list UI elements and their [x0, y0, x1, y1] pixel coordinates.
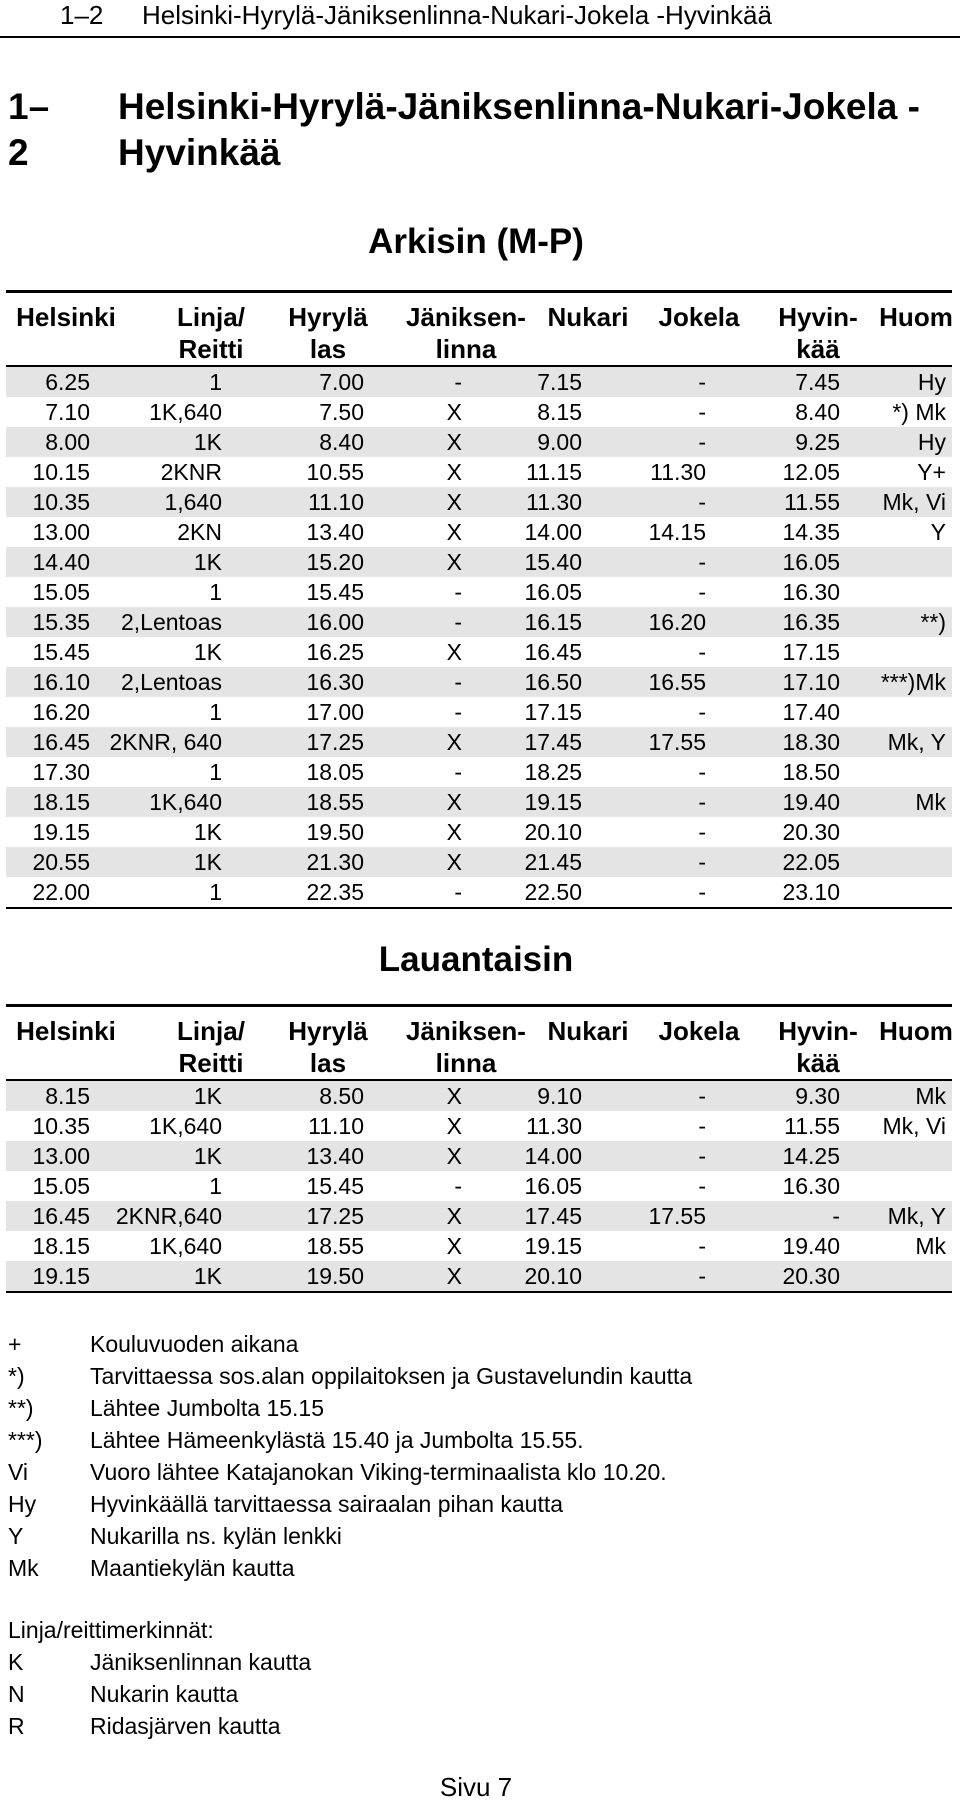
legend-symbol: Y — [8, 1523, 24, 1549]
cell-linja: 1K — [193, 1083, 222, 1109]
cell-helsinki: 16.10 — [32, 669, 90, 695]
cell-janiksenlinna: X — [446, 1143, 462, 1169]
cell-jokela: - — [698, 489, 706, 515]
cell-hyvinkaa: 17.10 — [782, 669, 840, 695]
cell-janiksenlinna: X — [446, 819, 462, 845]
cell-linja: 1K — [193, 429, 222, 455]
cell-nukari: 8.15 — [537, 399, 582, 425]
legend-item — [8, 1360, 908, 1392]
cell-janiksenlinna: X — [446, 1203, 462, 1229]
table-row — [6, 727, 952, 757]
cell-hyryla: 18.05 — [306, 759, 364, 785]
route-number: 1–2 — [8, 86, 50, 173]
table-row — [6, 1081, 952, 1111]
cell-janiksenlinna: - — [454, 609, 462, 635]
cell-helsinki: 10.35 — [32, 1113, 90, 1139]
cell-hyvinkaa: 12.05 — [782, 459, 840, 485]
cell-helsinki: 19.15 — [32, 819, 90, 845]
column-header-huom: Huom — [879, 1016, 953, 1046]
cell-janiksenlinna: X — [446, 429, 462, 455]
cell-hyryla: 15.20 — [306, 549, 364, 575]
cell-hyryla: 11.10 — [308, 489, 364, 515]
cell-janiksenlinna: X — [446, 549, 462, 575]
table-row — [6, 787, 952, 817]
linja-notes — [8, 1646, 908, 1742]
cell-hyvinkaa: 18.50 — [782, 759, 840, 785]
table-row — [6, 457, 952, 487]
cell-huom: Mk, Y — [887, 1203, 946, 1229]
cell-hyryla: 17.00 — [306, 699, 364, 725]
column-header-jokela: Jokela — [658, 1016, 740, 1046]
weekday-timetable — [6, 290, 952, 909]
cell-hyvinkaa: 22.05 — [782, 849, 840, 875]
cell-huom: Mk, Vi — [882, 1113, 946, 1139]
cell-hyryla: 21.30 — [306, 849, 364, 875]
cell-linja: 2,Lentoas — [120, 609, 222, 635]
legend-item — [8, 1520, 908, 1552]
table-row — [6, 547, 952, 577]
legend-text: Lähtee Hämeenkylästä 15.40 ja Jumbolta 15.55. — [90, 1427, 584, 1453]
cell-jokela: - — [698, 789, 706, 815]
cell-linja: 1K — [193, 1263, 222, 1289]
column-header-janiksenlinna: Jäniksen- linna — [406, 302, 526, 364]
column-header-linja: Linja/ Reitti — [177, 1016, 245, 1078]
cell-hyvinkaa: 19.40 — [782, 789, 840, 815]
cell-huom: *) Mk — [892, 399, 946, 425]
cell-hyvinkaa: 7.45 — [795, 369, 840, 395]
table-row — [6, 1201, 952, 1231]
cell-jokela: - — [698, 759, 706, 785]
cell-helsinki: 22.00 — [32, 879, 90, 905]
cell-jokela: - — [698, 429, 706, 455]
legend — [8, 1328, 908, 1742]
cell-linja: 1K,640 — [149, 789, 222, 815]
cell-linja: 1K — [193, 549, 222, 575]
cell-hyvinkaa: 16.30 — [782, 579, 840, 605]
cell-hyryla: 17.25 — [306, 1203, 364, 1229]
cell-hyryla: 7.00 — [319, 369, 364, 395]
legend-text: Nukarin kautta — [90, 1681, 239, 1707]
cell-nukari: 16.05 — [524, 1173, 582, 1199]
cell-hyvinkaa: 20.30 — [782, 819, 840, 845]
cell-nukari: 14.00 — [524, 519, 582, 545]
cell-janiksenlinna: X — [446, 459, 462, 485]
cell-hyryla: 8.50 — [319, 1083, 364, 1109]
cell-janiksenlinna: - — [454, 699, 462, 725]
cell-hyryla: 13.40 — [306, 1143, 364, 1169]
legend-text: Jäniksenlinnan kautta — [90, 1649, 312, 1675]
legend-symbol: **) — [8, 1395, 34, 1421]
cell-helsinki: 10.35 — [32, 489, 90, 515]
cell-hyryla: 7.50 — [319, 399, 364, 425]
legend-text: Tarvittaessa sos.alan oppilaitoksen ja Gustavelundin kautta — [90, 1363, 693, 1389]
cell-nukari: 22.50 — [524, 879, 582, 905]
cell-linja: 2KN — [177, 519, 222, 545]
cell-linja: 1 — [209, 1173, 222, 1199]
cell-hyvinkaa: 17.15 — [782, 639, 840, 665]
cell-helsinki: 16.45 — [32, 729, 90, 755]
column-header-hyvinkaa: Hyvin- kää — [778, 302, 858, 364]
cell-huom: Y+ — [917, 459, 946, 485]
table-row — [6, 367, 952, 397]
cell-jokela: - — [698, 369, 706, 395]
legend-item — [8, 1488, 908, 1520]
saturday-timetable — [6, 1004, 952, 1293]
cell-helsinki: 15.35 — [32, 609, 90, 635]
column-header-helsinki: Helsinki — [16, 1016, 116, 1046]
column-header-helsinki: Helsinki — [16, 302, 116, 332]
cell-janiksenlinna: X — [446, 519, 462, 545]
cell-janiksenlinna: - — [454, 1173, 462, 1199]
legend-text: Nukarilla ns. kylän lenkki — [90, 1523, 342, 1549]
cell-hyvinkaa: 23.10 — [782, 879, 840, 905]
cell-linja: 1 — [209, 699, 222, 725]
page-number: Sivu 7 — [439, 1772, 513, 1802]
cell-jokela: - — [698, 639, 706, 665]
legend-symbol: Mk — [8, 1555, 39, 1581]
cell-hyryla: 15.45 — [306, 1173, 364, 1199]
cell-helsinki: 7.10 — [45, 399, 90, 425]
column-header-jokela: Jokela — [658, 302, 740, 332]
legend-item — [8, 1392, 908, 1424]
cell-huom: Mk, Y — [887, 729, 946, 755]
weekday-heading: Arkisin (M-P) — [368, 222, 584, 261]
cell-helsinki: 18.15 — [32, 1233, 90, 1259]
table-row — [6, 757, 952, 787]
cell-huom: ***)Mk — [880, 669, 946, 695]
cell-janiksenlinna: X — [446, 849, 462, 875]
cell-helsinki: 13.00 — [32, 519, 90, 545]
weekday-table-body — [6, 367, 952, 907]
cell-linja: 1,640 — [164, 489, 222, 515]
cell-linja: 1 — [209, 579, 222, 605]
legend-symbol: K — [8, 1649, 24, 1675]
cell-nukari: 17.15 — [524, 699, 582, 725]
cell-hyvinkaa: 9.25 — [795, 429, 840, 455]
cell-jokela: - — [698, 699, 706, 725]
table-row — [6, 817, 952, 847]
cell-janiksenlinna: X — [446, 789, 462, 815]
cell-huom: Hy — [917, 429, 946, 455]
cell-jokela: - — [698, 1083, 706, 1109]
cell-huom: Mk — [915, 1233, 946, 1259]
cell-janiksenlinna: - — [454, 579, 462, 605]
cell-helsinki: 16.20 — [32, 699, 90, 725]
cell-linja: 1K,640 — [149, 399, 222, 425]
saturday-heading: Lauantaisin — [378, 940, 574, 979]
cell-helsinki: 19.15 — [32, 1263, 90, 1289]
running-header — [0, 0, 960, 38]
cell-hyryla: 17.25 — [306, 729, 364, 755]
cell-linja: 1K — [193, 849, 222, 875]
cell-nukari: 21.45 — [524, 849, 582, 875]
cell-hyryla: 22.35 — [306, 879, 364, 905]
cell-jokela: 17.55 — [648, 729, 706, 755]
table-row — [6, 877, 952, 907]
cell-hyryla: 8.40 — [319, 429, 364, 455]
cell-helsinki: 20.55 — [32, 849, 90, 875]
cell-linja: 2KNR,640 — [115, 1203, 222, 1229]
cell-hyvinkaa: 16.35 — [782, 609, 840, 635]
legend-symbol: Vi — [8, 1459, 29, 1485]
legend-text: Kouluvuoden aikana — [90, 1331, 299, 1357]
cell-janiksenlinna: - — [454, 759, 462, 785]
cell-helsinki: 17.30 — [32, 759, 90, 785]
legend-symbol: R — [8, 1713, 25, 1739]
cell-jokela: - — [698, 579, 706, 605]
cell-huom: Y — [930, 519, 946, 545]
legend-text: Hyvinkäällä tarvittaessa sairaalan pihan kautta — [90, 1491, 564, 1517]
table-row — [6, 1171, 952, 1201]
cell-jokela: - — [698, 549, 706, 575]
cell-hyvinkaa: 20.30 — [782, 1263, 840, 1289]
legend-text: Vuoro lähtee Katajanokan Viking-terminaalista klo 10.20. — [90, 1459, 667, 1485]
cell-jokela: 16.55 — [648, 669, 706, 695]
cell-janiksenlinna: X — [446, 399, 462, 425]
table-row — [6, 517, 952, 547]
cell-janiksenlinna: X — [446, 1263, 462, 1289]
cell-hyryla: 18.55 — [306, 789, 364, 815]
table-row — [6, 427, 952, 457]
cell-huom: Mk — [915, 789, 946, 815]
legend-item — [8, 1552, 908, 1584]
cell-huom: Mk, Vi — [882, 489, 946, 515]
cell-hyvinkaa: 17.40 — [782, 699, 840, 725]
cell-linja: 1K,640 — [149, 1113, 222, 1139]
cell-nukari: 7.15 — [537, 369, 582, 395]
route-name: Helsinki-Hyrylä-Jäniksenlinna-Nukari-Jokela -Hyvinkää — [118, 86, 920, 173]
column-header-hyryla: Hyrylä las — [288, 1016, 368, 1078]
cell-hyvinkaa: 16.30 — [782, 1173, 840, 1199]
cell-linja: 1 — [209, 369, 222, 395]
legend-notes — [8, 1328, 908, 1584]
cell-helsinki: 8.00 — [45, 429, 90, 455]
cell-linja: 1 — [209, 759, 222, 785]
cell-jokela: - — [698, 1113, 706, 1139]
cell-hyvinkaa: 9.30 — [795, 1083, 840, 1109]
column-header-hyvinkaa: Hyvin- kää — [778, 1016, 858, 1078]
weekday-table-header — [6, 290, 952, 367]
cell-janiksenlinna: X — [446, 639, 462, 665]
cell-hyryla: 19.50 — [306, 1263, 364, 1289]
column-header-nukari: Nukari — [547, 302, 629, 332]
column-header-huom: Huom — [879, 302, 953, 332]
cell-nukari: 20.10 — [524, 819, 582, 845]
cell-hyvinkaa: 19.40 — [782, 1233, 840, 1259]
cell-jokela: - — [698, 1263, 706, 1289]
legend-item — [8, 1424, 908, 1456]
table-bottom-rule — [6, 907, 952, 909]
legend-item — [8, 1328, 908, 1360]
cell-jokela: 11.30 — [650, 459, 706, 485]
column-header-nukari: Nukari — [547, 1016, 629, 1046]
cell-nukari: 18.25 — [524, 759, 582, 785]
cell-jokela: - — [698, 399, 706, 425]
table-row — [6, 847, 952, 877]
cell-nukari: 14.00 — [524, 1143, 582, 1169]
running-header-title: Helsinki-Hyrylä-Jäniksenlinna-Nukari-Jokela -Hyvinkää — [142, 0, 772, 30]
cell-linja: 1K — [193, 1143, 222, 1169]
cell-helsinki: 16.45 — [32, 1203, 90, 1229]
cell-hyryla: 15.45 — [306, 579, 364, 605]
cell-nukari: 15.40 — [524, 549, 582, 575]
cell-nukari: 11.15 — [526, 459, 582, 485]
cell-hyvinkaa: - — [832, 1203, 840, 1229]
cell-linja: 2,Lentoas — [120, 669, 222, 695]
cell-jokela: - — [698, 819, 706, 845]
column-header-linja: Linja/ Reitti — [177, 302, 245, 364]
legend-symbol: + — [8, 1331, 22, 1357]
legend-text: Maantiekylän kautta — [90, 1555, 295, 1581]
table-bottom-rule — [6, 1291, 952, 1293]
table-row — [6, 1111, 952, 1141]
saturday-table-header — [6, 1004, 952, 1081]
cell-nukari: 19.15 — [524, 789, 582, 815]
linja-heading: Linja/reittimerkinnät: — [8, 1617, 214, 1643]
cell-hyvinkaa: 11.55 — [784, 489, 840, 515]
cell-huom: Hy — [917, 369, 946, 395]
cell-hyvinkaa: 11.55 — [784, 1113, 840, 1139]
table-row — [6, 1141, 952, 1171]
table-row — [6, 637, 952, 667]
cell-jokela: - — [698, 1173, 706, 1199]
legend-item — [8, 1456, 908, 1488]
cell-janiksenlinna: - — [454, 669, 462, 695]
cell-helsinki: 14.40 — [32, 549, 90, 575]
table-row — [6, 697, 952, 727]
table-row — [6, 1231, 952, 1261]
cell-hyryla: 11.10 — [308, 1113, 364, 1139]
table-row — [6, 1261, 952, 1291]
legend-item — [8, 1646, 908, 1678]
cell-jokela: - — [698, 1143, 706, 1169]
cell-janiksenlinna: X — [446, 1233, 462, 1259]
cell-nukari: 16.05 — [524, 579, 582, 605]
saturday-table-body — [6, 1081, 952, 1291]
running-header-number: 1–2 — [60, 0, 104, 30]
cell-hyvinkaa: 16.05 — [782, 549, 840, 575]
cell-janiksenlinna: X — [446, 489, 462, 515]
table-row — [6, 607, 952, 637]
cell-jokela: - — [698, 849, 706, 875]
column-header-hyryla: Hyrylä las — [288, 302, 368, 364]
cell-janiksenlinna: - — [454, 879, 462, 905]
cell-helsinki: 8.15 — [45, 1083, 90, 1109]
cell-janiksenlinna: X — [446, 1083, 462, 1109]
legend-symbol: ***) — [8, 1427, 43, 1453]
legend-text: Ridasjärven kautta — [90, 1713, 281, 1739]
legend-text: Lähtee Jumbolta 15.15 — [90, 1395, 325, 1421]
cell-helsinki: 15.05 — [32, 1173, 90, 1199]
cell-hyryla: 10.55 — [306, 459, 364, 485]
cell-nukari: 19.15 — [524, 1233, 582, 1259]
cell-jokela: 14.15 — [648, 519, 706, 545]
cell-helsinki: 10.15 — [32, 459, 90, 485]
cell-huom: **) — [920, 609, 946, 635]
cell-hyryla: 13.40 — [306, 519, 364, 545]
cell-hyryla: 16.00 — [306, 609, 364, 635]
cell-jokela: 16.20 — [648, 609, 706, 635]
cell-hyryla: 16.25 — [306, 639, 364, 665]
cell-nukari: 16.45 — [524, 639, 582, 665]
cell-nukari: 17.45 — [524, 729, 582, 755]
legend-symbol: Hy — [8, 1491, 37, 1517]
cell-helsinki: 18.15 — [32, 789, 90, 815]
cell-linja: 1 — [209, 879, 222, 905]
table-row — [6, 487, 952, 517]
cell-janiksenlinna: X — [446, 729, 462, 755]
cell-hyryla: 19.50 — [306, 819, 364, 845]
cell-helsinki: 15.45 — [32, 639, 90, 665]
legend-item — [8, 1678, 908, 1710]
legend-item — [8, 1710, 908, 1742]
cell-hyvinkaa: 8.40 — [795, 399, 840, 425]
cell-hyryla: 18.55 — [306, 1233, 364, 1259]
cell-jokela: - — [698, 879, 706, 905]
legend-symbol: N — [8, 1681, 25, 1707]
cell-janiksenlinna: - — [454, 369, 462, 395]
cell-linja: 1K — [193, 639, 222, 665]
cell-linja: 2KNR, 640 — [109, 729, 222, 755]
cell-nukari: 16.50 — [524, 669, 582, 695]
cell-helsinki: 15.05 — [32, 579, 90, 605]
cell-hyryla: 16.30 — [306, 669, 364, 695]
cell-helsinki: 6.25 — [45, 369, 90, 395]
cell-linja: 1K,640 — [149, 1233, 222, 1259]
cell-nukari: 11.30 — [526, 489, 582, 515]
cell-huom: Mk — [915, 1083, 946, 1109]
table-row — [6, 397, 952, 427]
legend-symbol: *) — [8, 1363, 25, 1389]
cell-linja: 1K — [193, 819, 222, 845]
cell-nukari: 17.45 — [524, 1203, 582, 1229]
cell-nukari: 9.10 — [537, 1083, 582, 1109]
cell-hyvinkaa: 14.35 — [782, 519, 840, 545]
cell-jokela: - — [698, 1233, 706, 1259]
cell-nukari: 9.00 — [537, 429, 582, 455]
table-row — [6, 667, 952, 697]
cell-jokela: 17.55 — [648, 1203, 706, 1229]
column-header-janiksenlinna: Jäniksen- linna — [406, 1016, 526, 1078]
cell-nukari: 16.15 — [524, 609, 582, 635]
table-row — [6, 577, 952, 607]
cell-helsinki: 13.00 — [32, 1143, 90, 1169]
cell-nukari: 11.30 — [526, 1113, 582, 1139]
cell-linja: 2KNR — [160, 459, 222, 485]
cell-hyvinkaa: 14.25 — [782, 1143, 840, 1169]
cell-janiksenlinna: X — [446, 1113, 462, 1139]
cell-nukari: 20.10 — [524, 1263, 582, 1289]
cell-hyvinkaa: 18.30 — [782, 729, 840, 755]
